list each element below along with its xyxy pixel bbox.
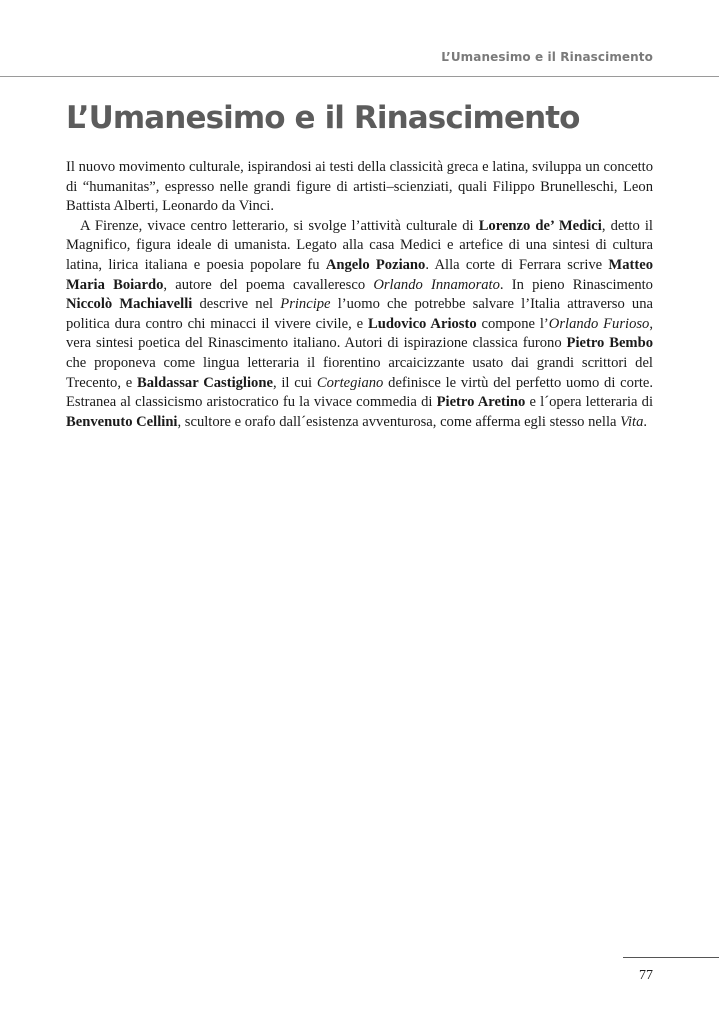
bold-name: Pietro Aretino (436, 394, 526, 411)
text-run: A Firenze, vivace centro letterario, si svolge l’attività culturale di (80, 217, 479, 234)
italic-title: Cortegiano (316, 374, 384, 391)
text-run: , autore del poema cavalleresco (163, 276, 374, 293)
bold-name: Lorenzo de’ Medici (478, 217, 602, 234)
text-run: compone l’ (476, 315, 549, 332)
running-header: L’Umanesimo e il Rinascimento (441, 50, 653, 64)
text-run: Il nuovo movimento culturale, ispirandosi ai testi della classicità greca e latina, sviluppa un concetto di “humanitas”, espresso nelle grandi figure di artisti–scienziati, quali Filippo Brunelleschi, Leon Battista Alberti, Leonardo da Vinci. (66, 159, 653, 215)
text-run: descrive nel (192, 296, 281, 313)
italic-title: Vita (620, 413, 644, 430)
footer-divider (623, 957, 719, 958)
text-run: e l´opera letteraria di (525, 394, 654, 411)
text-run: , vera sintesi poetica del Rinascimento italiano. Autori di ispirazione classica furono (66, 315, 654, 352)
text-run: definisce le virtù del perfetto uomo di corte. Estranea al classicismo aristocratico fu la vivace commedia di (66, 374, 654, 411)
italic-title: Principe (280, 296, 331, 313)
page-number: 77 (639, 968, 653, 983)
text-run: che proponeva come lingua letteraria il fiorentino arcaicizzante usato dai grandi scrittori del Trecento, e (66, 354, 653, 391)
text-run: . In pieno Rinascimento (499, 276, 653, 293)
bold-name: Benvenuto Cellini (66, 413, 178, 430)
text-run: , scultore e orafo dall´esistenza avventurosa, come afferma egli stesso nella (177, 413, 621, 430)
paragraph (66, 217, 653, 433)
bold-name: Baldassar Castiglione (137, 374, 273, 391)
bold-name: Pietro Bembo (566, 335, 653, 352)
header-divider (0, 76, 719, 77)
bold-name: Ludovico Ariosto (367, 315, 477, 332)
bold-name: Niccolò Machiavelli (66, 296, 193, 313)
italic-title: Orlando Innamorato (373, 276, 500, 293)
bold-name: Angelo Poziano (325, 256, 426, 273)
paragraph (66, 158, 653, 217)
text-run: . (643, 413, 648, 430)
text-run: . Alla corte di Ferrara scrive (425, 256, 609, 273)
text-run: l’uomo che potrebbe salvare l’Italia attraverso una politica dura contro chi minacci il vivere civile, e (66, 296, 653, 332)
body-text (66, 158, 653, 432)
text-run: , detto il Magnifico, figura ideale di umanista. Legato alla casa Medici e artefice di una sintesi di cultura latina, lirica italiana e poesia popolare fu (66, 217, 653, 273)
page-title: L’Umanesimo e il Rinascimento (66, 100, 580, 136)
italic-title: Orlando Furioso (548, 315, 650, 332)
bold-name: Matteo Maria Boiardo (66, 256, 653, 293)
text-run: , il cui (272, 374, 317, 391)
